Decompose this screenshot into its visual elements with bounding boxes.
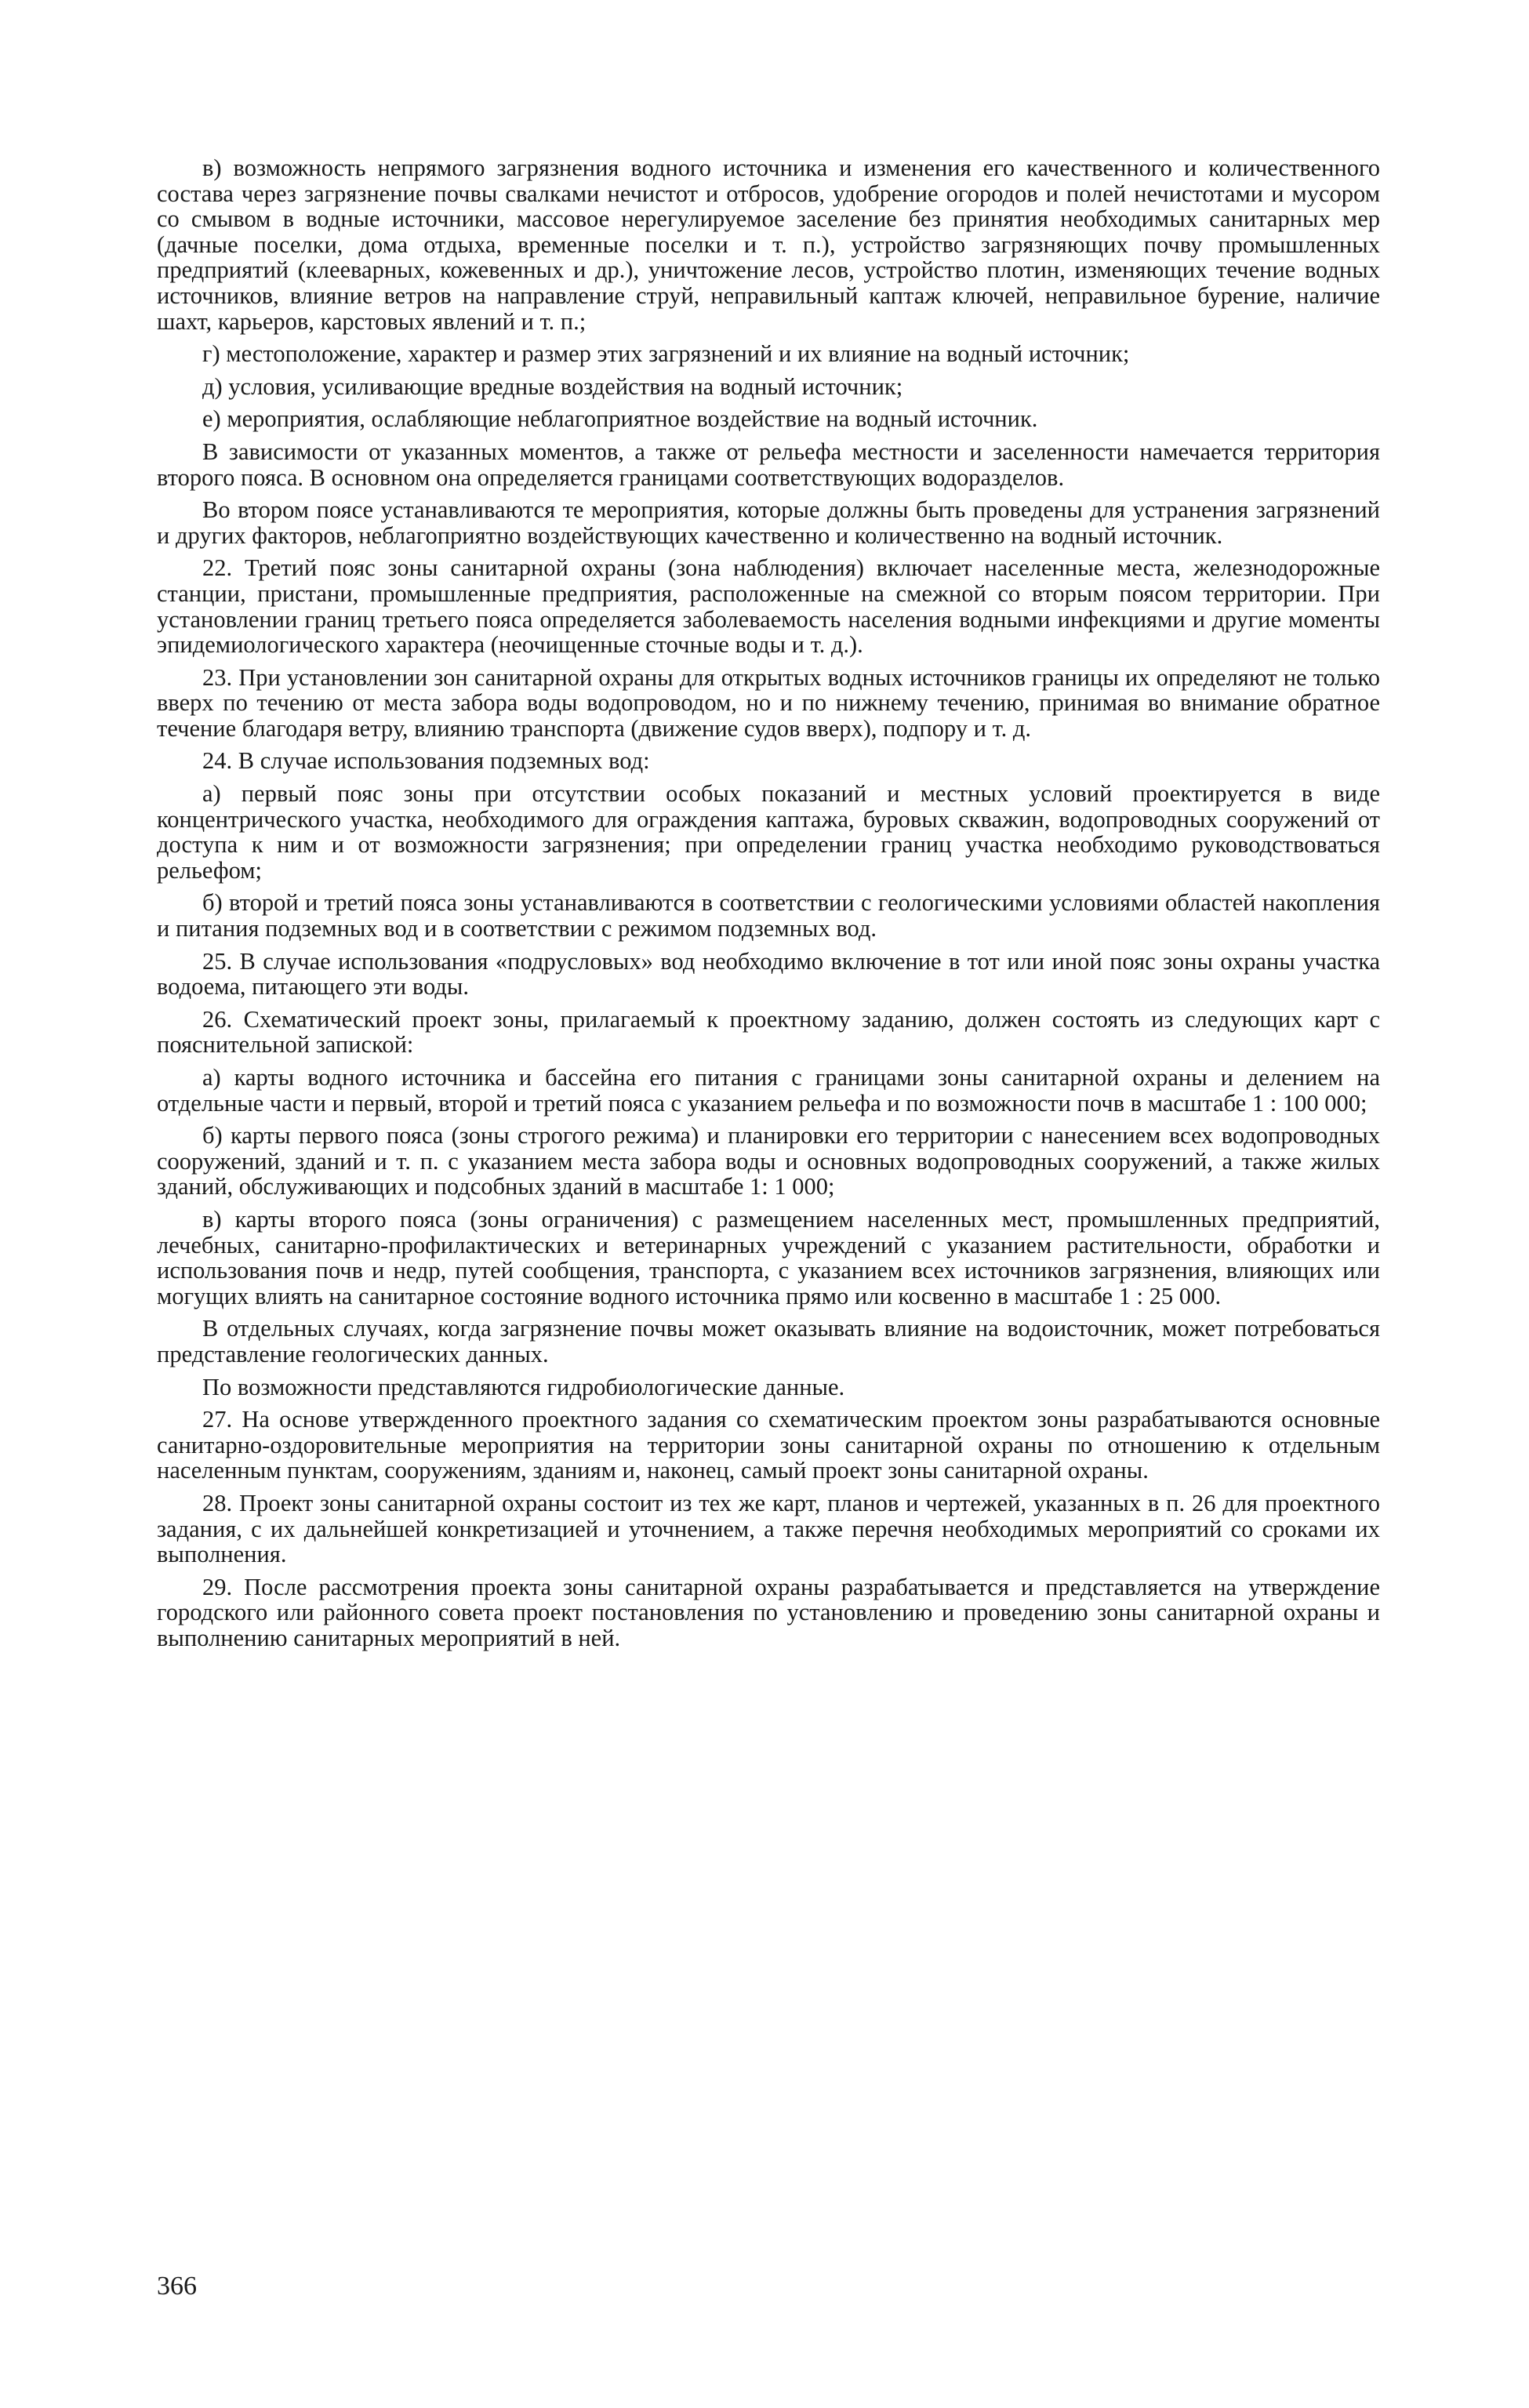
paragraph-25: 25. В случае использования «подрусловых» вод необходимо включение в тот или иной пояс зоны охраны участка водоема, питающего эти воды. — [157, 947, 1380, 1001]
paragraph-26-a: а) карты водного источника и бассейна его питания с границами зоны санитарной охраны и делением на отдельные части и первый, второй и третий пояса с указанием рельефа и по возможности почв в масштабе 1 : 100 000; — [157, 1064, 1380, 1117]
paragraph-23: 23. При установлении зон санитарной охраны для открытых водных источников границы их определяют не только вверх по течению от места забора воды водопроводом, но и по нижнему течению, принимая во внимание обратное течение благодаря ветру, влиянию транспорта (движение судов вверх), подпору и т. д. — [157, 663, 1380, 742]
page-body — [157, 155, 1380, 1658]
paragraph-geological-data: В отдельных случаях, когда загрязнение почвы может оказывать влияние на водоисточник, может потребоваться представление геологических данных. — [157, 1315, 1380, 1367]
paragraph-22: 22. Третий пояс зоны санитарной охраны (зона наблюдения) включает населенные места, железнодорожные станции, пристани, промышленные предприятия, расположенные на смежной со вторым поясом территории. При установлении границ третьего пояса определяется заболеваемость населения водными инфекциями и другие моменты эпидемиологического характера (неочищенные сточные воды и т. д.). — [157, 554, 1380, 659]
paragraph-29: 29. После рассмотрения проекта зоны санитарной охраны разрабатывается и представляется на утверждение городского или районного совета проект постановления по установлению и проведению зоны санитарной охраны и выполнению санитарных мероприятий в ней. — [157, 1573, 1380, 1651]
page-number: 366 — [157, 2272, 197, 2301]
paragraph-v-indirect-pollution: в) возможность непрямого загрязнения водного источника и изменения его качественного и количественного состава через загрязнение почвы свалками нечистот и отбросов, удобрение огородов и полей нечистотами и мусором со смывом в водные источники, массовое нерегулируемое заселение без принятия необходимых санитарных мер (дачные поселки, дома отдыха, временные поселки и т. п.), устройство загрязняющих почву промышленных предприятий (клееварных, кожевенных и др.), уничтожение лесов, устройство плотин, изменяющих течение водных источников, влияние ветров на направление струй, неправильный каптаж ключей, неправильное бурение, наличие шахт, карьеров, карстовых явлений и т. п.; — [157, 154, 1380, 335]
paragraph-e-measures: е) мероприятия, ослабляющие неблагоприятное воздействие на водный источник. — [202, 405, 1038, 433]
paragraph-26-b: б) карты первого пояса (зоны строгого режима) и планировки его территории с нанесением всех водопроводных сооружений, зданий и т. п. с указанием места забора воды и основных водопроводных сооружений, а также жилых зданий, обслуживающих и подсобных зданий в масштабе 1: 1 000; — [157, 1122, 1380, 1200]
paragraph-26: 26. Схематический проект зоны, прилагаемый к проектному заданию, должен состоять из следующих карт с пояснительной запиской: — [157, 1005, 1380, 1059]
paragraph-g-location: г) местоположение, характер и размер этих загрязнений и их влияние на водный источник; — [202, 340, 1130, 368]
paragraph-24-b: б) второй и третий пояса зоны устанавливаются в соответствии с геологическими условиями областей накопления и питания подземных вод и в соответствии с режимом подземных вод. — [157, 889, 1380, 942]
paragraph-26-v: в) карты второго пояса (зоны ограничения) с размещением населенных мест, промышленных предприятий, лечебных, санитарно-профилактических и ветеринарных учреждений с указанием растительности, обработки и использования почв и недр, путей сообщения, транспорта, с указанием всех источников загрязнения, влияющих или могущих влиять на санитарное состояние водного источника прямо или косвенно в масштабе 1 : 25 000. — [157, 1205, 1380, 1309]
paragraph-hydrobiological-data: По возможности представляются гидробиологические данные. — [202, 1373, 845, 1400]
paragraph-28: 28. Проект зоны санитарной охраны состоит из тех же карт, планов и чертежей, указанных в п. 26 для проектного задания, с их дальнейшей конкретизацией и уточнением, а также перечня необходимых мероприятий со сроками их выполнения. — [157, 1489, 1380, 1568]
paragraph-second-zone-measures: Во втором поясе устанавливаются те мероприятия, которые должны быть проведены для устранения загрязнений и других факторов, неблагоприятно воздействующих качественно и количественно на водный источник. — [157, 496, 1380, 549]
paragraph-second-zone-territory: В зависимости от указанных моментов, а также от рельефа местности и заселенности намечается территория второго пояса. В основном она определяется границами соответствующих водоразделов. — [157, 438, 1380, 491]
paragraph-d-conditions: д) условия, усиливающие вредные воздействия на водный источник; — [202, 372, 903, 400]
paragraph-24: 24. В случае использования подземных вод: — [202, 747, 650, 775]
paragraph-27: 27. На основе утвержденного проектного задания со схематическим проектом зоны разрабатываются основные санитарно-оздоровительные мероприятия на территории зоны санитарной охраны по отношению к отдельным населенным пунктам, сооружениям, зданиям и, наконец, самый проект зоны санитарной охраны. — [157, 1406, 1380, 1484]
paragraph-24-a: а) первый пояс зоны при отсутствии особых показаний и местных условий проектируется в виде концентрического участка, необходимого для ограждения каптажа, буровых скважин, водопроводных сооружений от доступа к ним и от возможности загрязнения; при определении границ участка необходимо руководствоваться рельефом; — [157, 780, 1380, 884]
